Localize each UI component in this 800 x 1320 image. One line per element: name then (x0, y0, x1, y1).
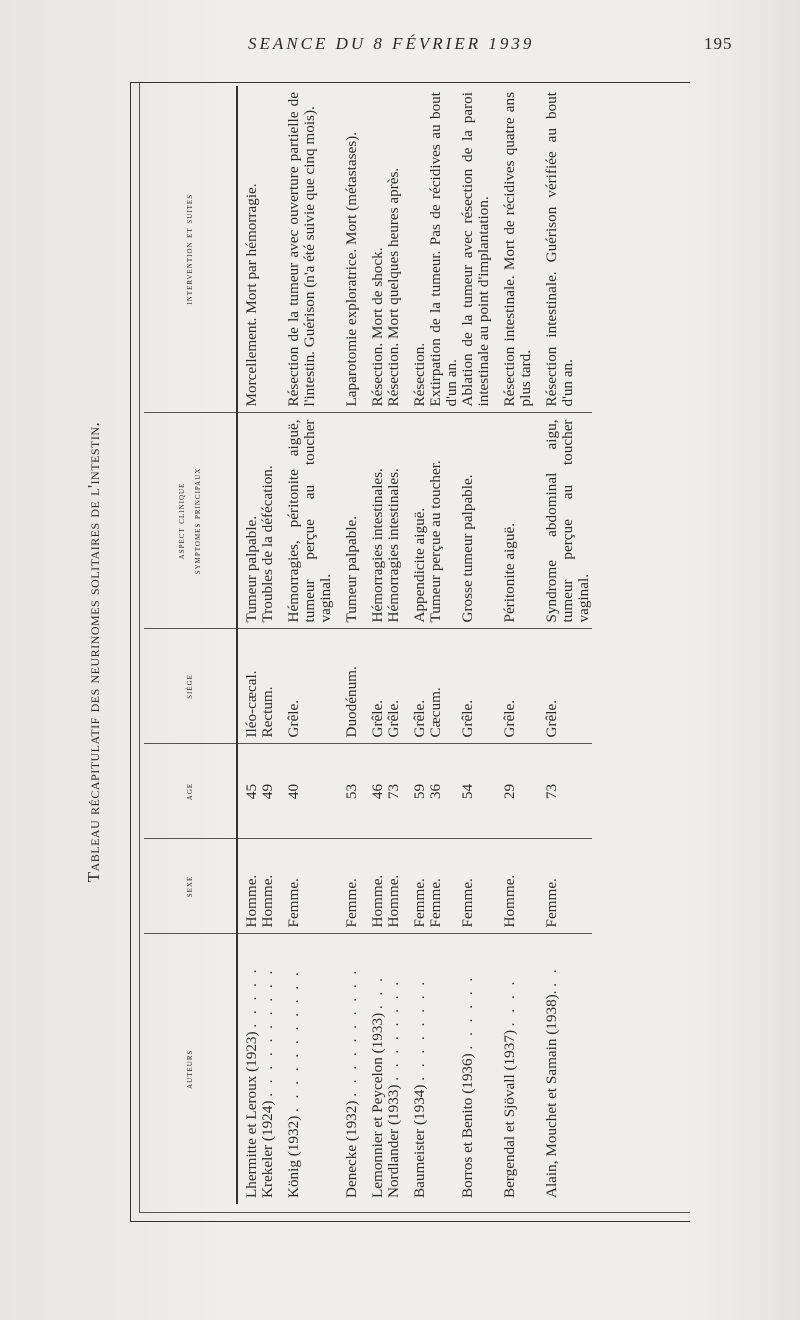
cell-siege: Grêle. (492, 629, 534, 744)
cell-auteurs: Lhermitte et Leroux (1923) . . . . . (243, 966, 260, 1198)
cell-aspect: Grosse tumeur palpable. (460, 413, 492, 629)
col-header-intervention: intervention et suites (144, 86, 237, 413)
cell-intervention: Laparotomie exploratrice. Mort (métastases). (334, 86, 360, 413)
cell-auteurs: König (1932) . . . . . . . . . . . (285, 969, 302, 1198)
table-row (260, 86, 276, 1204)
cell-siege: Cæcum. (428, 629, 460, 744)
cell-intervention: Extirpation de la tumeur. Pas de récidives au bout d'un an. (428, 86, 460, 413)
page-number: 195 (704, 34, 733, 53)
cell-aspect: Troubles de la défécation. (260, 413, 276, 629)
cell-aspect: Hémorragies intestinales. (386, 413, 402, 629)
cell-siege: Grêle. (402, 629, 428, 744)
cell-aspect: Tumeur palpable. (334, 413, 360, 629)
cell-intervention: Résection de la tumeur avec ouverture partielle de l'intestin. Guérison (n'a été suivie que cinq mois). (276, 86, 334, 413)
table-row (534, 86, 592, 1204)
table-row (460, 86, 492, 1204)
cell-sexe: Femme. (276, 839, 334, 934)
cell-auteurs: Denecke (1932) . . . . . . . . . . (343, 967, 360, 1198)
cell-auteurs: Baumeister (1934) . . . . . . . . (411, 978, 428, 1198)
cell-siege: Grêle. (534, 629, 592, 744)
cell-auteurs: Lemonnier et Peycelon (1933) . . . (369, 975, 386, 1198)
cell-aspect: Tumeur perçue au toucher. (428, 413, 460, 629)
cell-intervention: Ablation de la tumeur avec résection de la paroi intestinale au point d'implantation. (460, 86, 492, 413)
col-header-siege: siège (144, 629, 237, 744)
cell-aspect: Péritonite aiguë. (492, 413, 534, 629)
cell-auteurs: Krekeler (1924) . . . . . . . . . . (259, 967, 276, 1198)
cell-siege: Iléo-cæcal. (237, 629, 260, 744)
cell-siege: Grêle. (460, 629, 492, 744)
summary-table (144, 86, 592, 1204)
table-header-row (144, 86, 237, 1204)
table-caption: Tableau récapitulatif des neurinomes solitaires de l'intestin. (84, 421, 103, 883)
cell-intervention: Résection. Mort quelques heures après. (386, 86, 402, 413)
cell-siege: Rectum. (260, 629, 276, 744)
table-row (386, 86, 402, 1204)
cell-intervention (260, 86, 276, 413)
table-row (492, 86, 534, 1204)
cell-sexe: Homme. (237, 839, 260, 934)
cell-age: 29 (492, 744, 534, 839)
cell-sexe: Homme. (360, 839, 386, 934)
cell-age: 40 (276, 744, 334, 839)
cell-sexe: Homme. (260, 839, 276, 934)
cell-intervention: Résection intestinale. Mort de récidives quatre ans plus tard. (492, 86, 534, 413)
cell-age: 45 (237, 744, 260, 839)
cell-age: 53 (334, 744, 360, 839)
running-title: SEANCE DU 8 FÉVRIER 1939 (248, 34, 535, 53)
col-header-age: age (144, 744, 237, 839)
page-header (0, 34, 800, 62)
cell-sexe: Femme. (402, 839, 428, 934)
cell-intervention: Résection. Mort de shock. (360, 86, 386, 413)
table-row (360, 86, 386, 1204)
cell-age: 54 (460, 744, 492, 839)
cell-siege: Grêle. (276, 629, 334, 744)
cell-aspect: Hémorragies intestinales. (360, 413, 386, 629)
col-header-aspect: aspect clinique symptomes principaux (144, 413, 237, 629)
table-row (402, 86, 428, 1204)
cell-siege: Grêle. (360, 629, 386, 744)
cell-auteurs: Bergendal et Sjövall (1937) . . . . (501, 978, 518, 1198)
cell-sexe: Femme. (334, 839, 360, 934)
cell-aspect: Syndrome abdominal aigu, tumeur perçue au toucher vaginal. (534, 413, 592, 629)
cell-auteurs (428, 934, 460, 1204)
cell-siege: Duodénum. (334, 629, 360, 744)
cell-age: 59 (402, 744, 428, 839)
table-row (237, 86, 260, 1204)
cell-age: 36 (428, 744, 460, 839)
table-row (334, 86, 360, 1204)
cell-age: 46 (360, 744, 386, 839)
cell-sexe: Femme. (428, 839, 460, 934)
cell-auteurs: Alain, Mouchet et Samain (1938). . . (543, 966, 560, 1198)
cell-aspect: Tumeur palpable. (237, 413, 260, 629)
cell-sexe: Homme. (492, 839, 534, 934)
cell-intervention: Résection intestinale. Guérison vérifiée au bout d'un an. (534, 86, 592, 413)
cell-auteurs: Borros et Benito (1936) . . . . . . (459, 974, 476, 1198)
rotated-table-block (84, 82, 690, 1222)
cell-aspect: Hémorragies, péritonite aiguë, tumeur perçue au toucher vaginal. (276, 413, 334, 629)
cell-aspect: Appendicite aiguë. (402, 413, 428, 629)
col-header-sexe: sexe (144, 839, 237, 934)
cell-age: 73 (534, 744, 592, 839)
cell-sexe: Homme. (386, 839, 402, 934)
cell-sexe: Femme. (534, 839, 592, 934)
cell-intervention: Morcellement. Mort par hémorragie. (237, 86, 260, 413)
cell-age: 73 (386, 744, 402, 839)
cell-intervention: Résection. (402, 86, 428, 413)
cell-auteurs: Nordlander (1933) . . . . . . . . (385, 978, 402, 1198)
cell-siege: Grêle. (386, 629, 402, 744)
cell-age: 49 (260, 744, 276, 839)
table-row (428, 86, 460, 1204)
cell-sexe: Femme. (460, 839, 492, 934)
col-header-auteurs: auteurs (144, 934, 237, 1204)
table-row (276, 86, 334, 1204)
